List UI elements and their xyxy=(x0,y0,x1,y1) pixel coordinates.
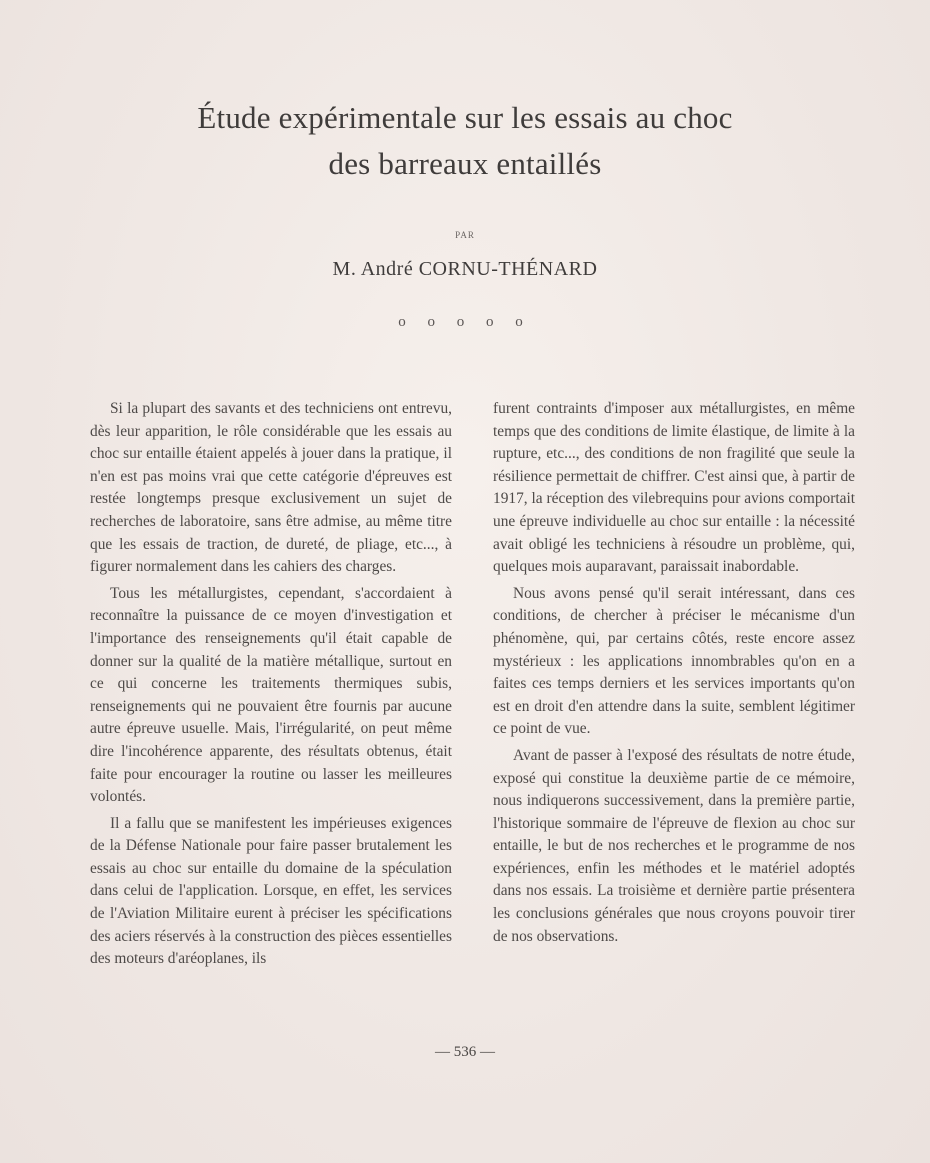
paragraph: Si la plupart des savants et des techniciens ont entrevu, dès leur apparition, le rôle considérable que les essais au choc sur entaille étaient appelés à jouer dans la pratique, il n'en est pas moins vrai que cette catégorie d'épreuves est restée longtemps presque exclusivement un sujet de recherches de laboratoire, sans être admise, au même titre que les essais de traction, de dureté, de pliage, etc..., à figurer normalement dans les cahiers des charges. xyxy=(90,400,452,576)
paragraph: Il a fallu que se manifestent les impérieuses exigences de la Défense Nationale pour faire passer brutalement les essais au choc sur entaille du domaine de la spéculation dans celui de l'application. Lorsque, en effet, les services de l'Aviation Militaire eurent à préciser les spécifications des aciers réservés à la construction des pièces essentielles des moteurs d'aréoplanes, ils xyxy=(90,814,452,968)
ornament-divider: o o o o o xyxy=(398,314,532,330)
paragraph: furent contraints d'imposer aux métallurgistes, en même temps que des conditions de limite élastique, de limite à la rupture, etc..., des conditions de non fragilité que seule la résilience permettait de chiffrer. C'est ainsi que, à partir de 1917, la réception des vilebrequins pour avions comportait une épreuve individuelle au choc sur entaille : la nécessité avait obligé les techniciens à résoudre un problème, qui, quelques mois auparavant, paraissait inabordable. xyxy=(493,400,855,576)
page-number: — 536 — xyxy=(435,1044,495,1060)
paragraph: Tous les métallurgistes, cependant, s'accordaient à reconnaître la puissance de ce moyen d'investigation et l'importance des renseignements qu'il était capable de donner sur la qualité de la matière métallique, surtout en ce qui concerne les traitements thermiques subis, renseignements qui ne pouvaient être fournis par aucune autre épreuve usuelle. Mais, l'irrégularité, on peut même dire l'incohérence apparente, des résultats obtenus, était faite pour encourager la routine ou lasser les meilleures volontés. xyxy=(90,584,452,806)
byline-par: PAR xyxy=(455,230,475,240)
paragraph: Avant de passer à l'exposé des résultats de notre étude, exposé qui constitue la deuxième partie de ce mémoire, nous indiquerons successivement, dans la première partie, l'historique sommaire de l'épreuve de flexion au choc sur entaille, le but de nos recherches et le programme de nos expériences, enfin les méthodes et le matériel adoptés dans nos essais. La troisième et dernière partie présentera les conclusions générales que nous croyons pouvoir tirer de nos observations. xyxy=(493,746,855,945)
right-column xyxy=(493,398,855,952)
author-name: M. André CORNU-THÉNARD xyxy=(332,258,598,280)
article-title xyxy=(0,95,930,187)
left-column xyxy=(90,398,452,975)
title-line-2: des barreaux entaillés xyxy=(328,146,602,181)
title-line-1: Étude expérimentale sur les essais au choc xyxy=(197,100,733,135)
paragraph: Nous avons pensé qu'il serait intéressant, dans ces conditions, de chercher à préciser le mécanisme d'un phénomène, qui, par certains côtés, reste encore assez mystérieux : les applications innombrables qu'on en a faites ces temps derniers et les services importants qu'on est en droit d'en attendre dans la suite, semblent légitimer ce point de vue. xyxy=(493,584,855,738)
